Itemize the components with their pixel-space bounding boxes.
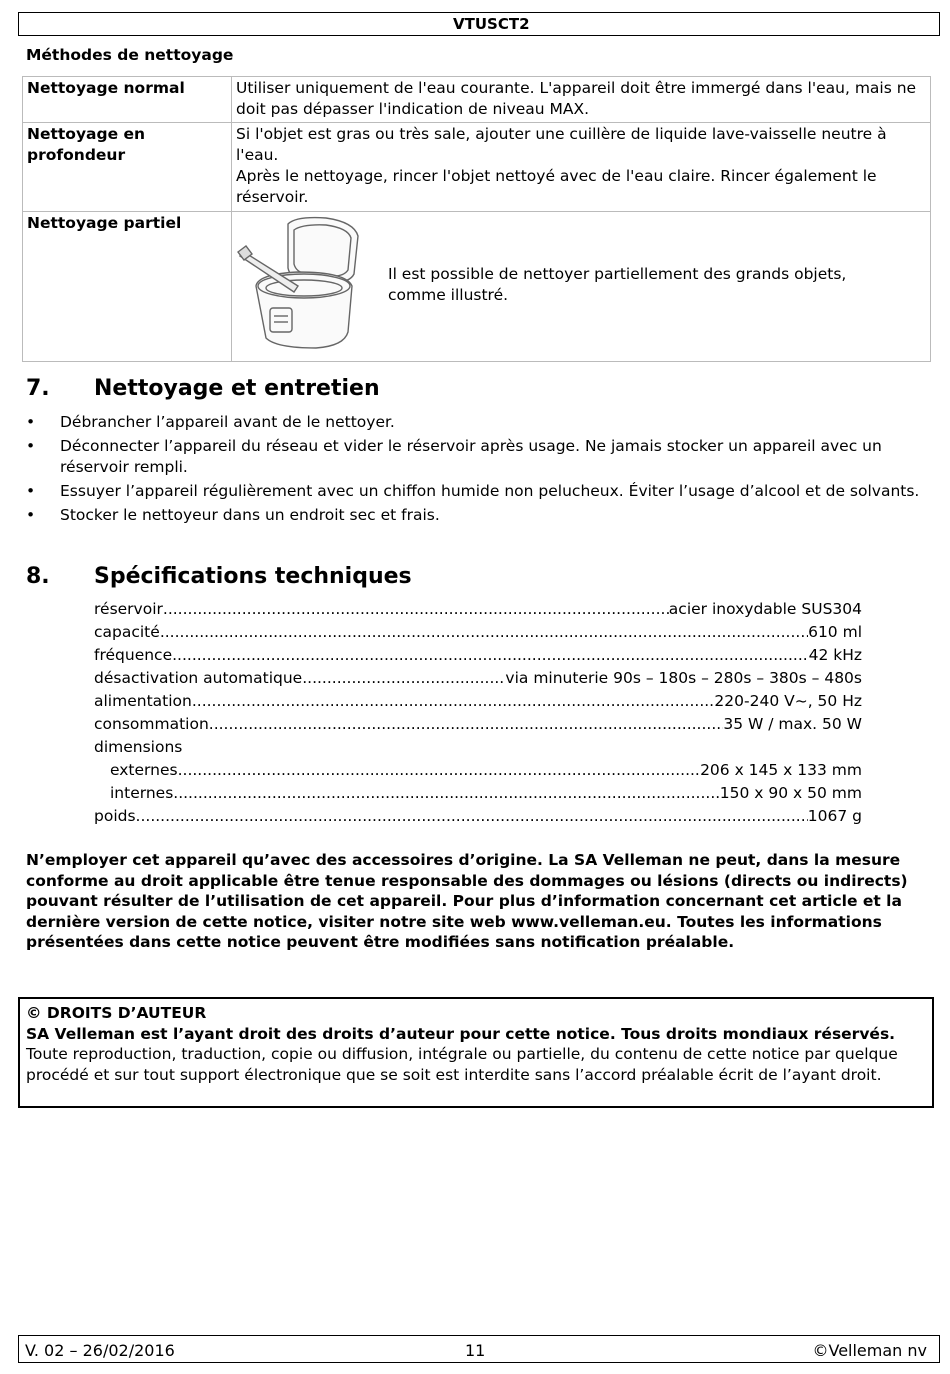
method-text-deep-2: Après le nettoyage, rincer l'objet nettoyé avec de l'eau claire. Rincer également le réservoir. [236, 166, 877, 206]
method-label-normal: Nettoyage normal [23, 77, 232, 123]
method-text-deep [232, 122, 931, 211]
maintenance-list [26, 412, 926, 529]
spec-value: 206 x 145 x 133 mm [700, 761, 862, 779]
method-label-deep: Nettoyage en profondeur [23, 122, 232, 211]
dot-leader [136, 805, 808, 828]
spec-key: capacité [94, 623, 160, 641]
list-item-text: Essuyer l’appareil régulièrement avec un chiffon humide non pelucheux. Éviter l’usage d’alcool et de solvants. [60, 482, 920, 500]
list-item [26, 436, 926, 478]
specifications-list [94, 598, 862, 828]
spec-row [94, 598, 862, 621]
spec-key: désactivation automatique [94, 669, 303, 687]
spec-row [94, 759, 862, 782]
list-item-text: Débrancher l’appareil avant de le nettoyer. [60, 413, 395, 431]
spec-value: via minuterie 90s – 180s – 280s – 380s – 480s [505, 669, 862, 687]
bullet-icon: • [26, 482, 36, 500]
dot-leader [192, 690, 715, 713]
dot-leader [163, 598, 669, 621]
method-cell-partial [232, 211, 931, 361]
list-item [26, 505, 926, 526]
section-7-heading [26, 376, 380, 401]
section-number: 7. [26, 376, 50, 401]
spec-row [94, 736, 862, 759]
footer-version: V. 02 – 26/02/2016 [25, 1341, 175, 1360]
cleaning-methods-table [22, 76, 931, 362]
table-row [23, 77, 931, 123]
legal-notice: N’employer cet appareil qu’avec des accessoires d’origine. La SA Velleman ne peut, dans la mesure conforme au droit applicable être tenue responsable des dommages ou lésions (directs ou indirects) pouvant résulter de l’utilisation de cet appareil. Pour plus d’information concernant cet article et la dernière version de cette notice, visiter notre site web www.velleman.eu. Toutes les informations présentées dans cette notice peuvent être modifiées sans notification préalable. [26, 851, 908, 952]
spec-value: 35 W / max. 50 W [723, 715, 862, 733]
spec-row [94, 713, 862, 736]
spec-key: réservoir [94, 600, 163, 618]
spec-key: poids [94, 807, 136, 825]
spec-row [94, 621, 862, 644]
spec-value: acier inoxydable SUS304 [668, 600, 862, 618]
copyright-bold-text: SA Velleman est l’ayant droit des droits d’auteur pour cette notice. Tous droits mondiaux réservés. [26, 1024, 896, 1043]
spec-key: dimensions [94, 738, 183, 756]
spec-key: externes [110, 761, 178, 779]
copyright-title: © DROITS D’AUTEUR [26, 1004, 207, 1022]
spec-value: 220-240 V~, 50 Hz [714, 692, 862, 710]
bullet-icon: • [26, 506, 36, 524]
bullet-icon: • [26, 437, 36, 455]
method-text-deep-1: Si l'objet est gras ou très sale, ajouter une cuillère de liquide lave-vaisselle neutre à l'eau. [236, 124, 887, 164]
spec-row [94, 690, 862, 713]
method-text-partial: Il est possible de nettoyer partiellement des grands objets, comme illustré. [388, 264, 847, 304]
spec-key: alimentation [94, 692, 192, 710]
dot-leader [172, 644, 808, 667]
copyright-box [18, 997, 934, 1108]
spec-key: internes [110, 784, 174, 802]
section-8-heading [26, 564, 412, 589]
dot-leader [173, 782, 720, 805]
section-number: 8. [26, 564, 50, 589]
copyright-body [26, 1024, 926, 1086]
section-title: Spécifications techniques [94, 564, 412, 589]
spec-key: consommation [94, 715, 209, 733]
spec-row [94, 782, 862, 805]
bullet-icon: • [26, 413, 36, 431]
ultrasonic-cleaner-illustration [236, 216, 366, 354]
spec-row [94, 805, 862, 828]
methods-title: Méthodes de nettoyage [26, 46, 234, 64]
page-header [18, 12, 940, 36]
spec-value: 610 ml [808, 623, 862, 641]
list-item-text: Stocker le nettoyeur dans un endroit sec et frais. [60, 506, 440, 524]
spec-value: 150 x 90 x 50 mm [719, 784, 862, 802]
dot-leader [302, 667, 505, 690]
list-item [26, 412, 926, 433]
spec-value: 1067 g [807, 807, 862, 825]
spec-value: 42 kHz [808, 646, 862, 664]
dot-leader [160, 621, 808, 644]
dot-leader [209, 713, 724, 736]
spec-key: fréquence [94, 646, 173, 664]
section-title: Nettoyage et entretien [94, 376, 380, 401]
page-footer [18, 1335, 940, 1363]
list-item-text: Déconnecter l’appareil du réseau et vider le réservoir après usage. Ne jamais stocker un appareil avec un réservoir rempli. [60, 437, 882, 476]
page-number: 11 [465, 1341, 486, 1360]
table-row [23, 211, 931, 361]
spec-row [94, 644, 862, 667]
method-label-partial: Nettoyage partiel [23, 211, 232, 361]
method-text-normal: Utiliser uniquement de l'eau courante. L'appareil doit être immergé dans l'eau, mais ne doit pas dépasser l'indication de niveau MAX. [232, 77, 931, 123]
footer-copyright: ©Velleman nv [812, 1341, 927, 1360]
copyright-text: Toute reproduction, traduction, copie ou diffusion, intégrale ou partielle, du contenu de cette notice par quelque procédé et sur tout support électronique que se soit est interdite sans l’accord préalable écrit de l’ayant droit. [26, 1045, 898, 1084]
doc-code: VTUSCT2 [453, 15, 530, 33]
spec-row [94, 667, 862, 690]
list-item [26, 481, 926, 502]
dot-leader [178, 759, 700, 782]
table-row [23, 122, 931, 211]
